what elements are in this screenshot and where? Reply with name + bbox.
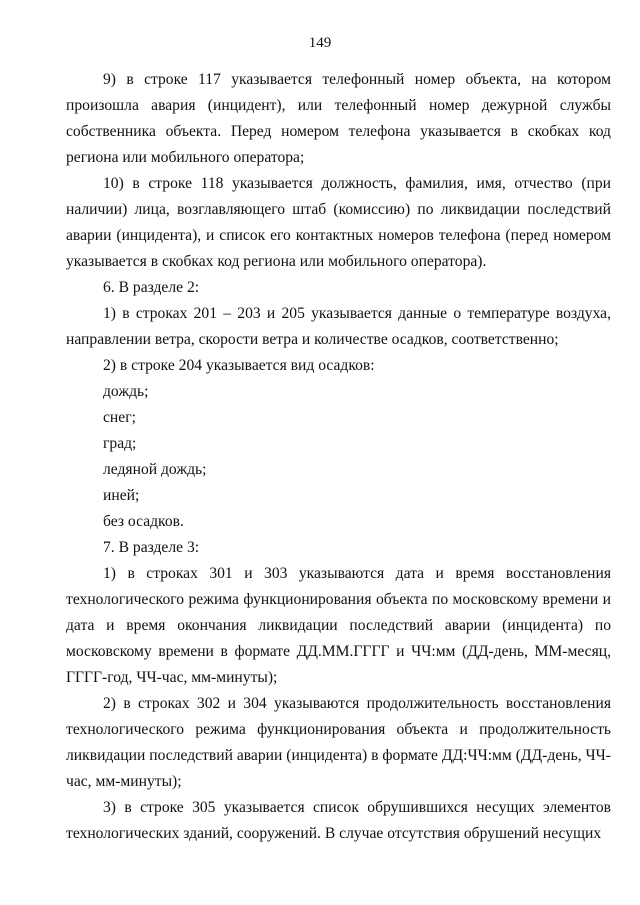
paragraph-lines-301-303: 1) в строках 301 и 303 указываются дата и время восстановления технологического режима функционирования объекта по московскому времени и дата и время окончания ликвидации последствий аварии (инцидента) по московскому времени в формате ДД.ММ.ГГГГ и ЧЧ:мм (ДД-день, ММ-месяц, ГГГГ-год, ЧЧ-час, мм-минуты); bbox=[66, 565, 611, 686]
paragraph-line-118: 10) в строке 118 указывается должность, фамилия, имя, отчество (при наличии) лица, возглавляющего штаб (комиссию) по ликвидации последствий аварии (инцидента), и список его контактных номеров телефона (перед номером указывается в скобках код региона или мобильного оператора). bbox=[66, 175, 611, 270]
document-body bbox=[66, 67, 611, 847]
paragraph-line-204: 2) в строке 204 указывается вид осадков: bbox=[103, 357, 375, 374]
section-3-heading: 7. В разделе 3: bbox=[103, 539, 200, 556]
paragraph-lines-302-304: 2) в строках 302 и 304 указываются продолжительность восстановления технологического режима функционирования объекта и продолжительность ликвидации последствий аварии (инцидента) в формате ДД:ЧЧ:мм (ДД-день, ЧЧ-час, мм-минуты); bbox=[66, 695, 611, 790]
precipitation-item: без осадков. bbox=[103, 513, 184, 530]
paragraph-line-305: 3) в строке 305 указывается список обрушившихся несущих элементов технологических зданий, сооружений. В случае отсутствия обрушений несущих bbox=[66, 799, 611, 842]
precipitation-item: ледяной дождь; bbox=[103, 461, 207, 478]
page-number: 149 bbox=[308, 35, 332, 51]
precipitation-item: снег; bbox=[103, 409, 136, 426]
paragraph-line-117: 9) в строке 117 указывается телефонный номер объекта, на котором произошла авария (инцидент), или телефонный номер дежурной службы собственника объекта. Перед номером телефона указывается в скобках код региона или мобильного оператора; bbox=[66, 71, 611, 166]
precipitation-item: дождь; bbox=[103, 383, 149, 400]
precipitation-item: град; bbox=[103, 435, 137, 452]
section-2-heading: 6. В разделе 2: bbox=[103, 279, 200, 296]
precipitation-item: иней; bbox=[103, 487, 140, 504]
paragraph-lines-201-205: 1) в строках 201 – 203 и 205 указывается данные о температуре воздуха, направлении ветра, скорости ветра и количестве осадков, соответственно; bbox=[66, 305, 611, 348]
